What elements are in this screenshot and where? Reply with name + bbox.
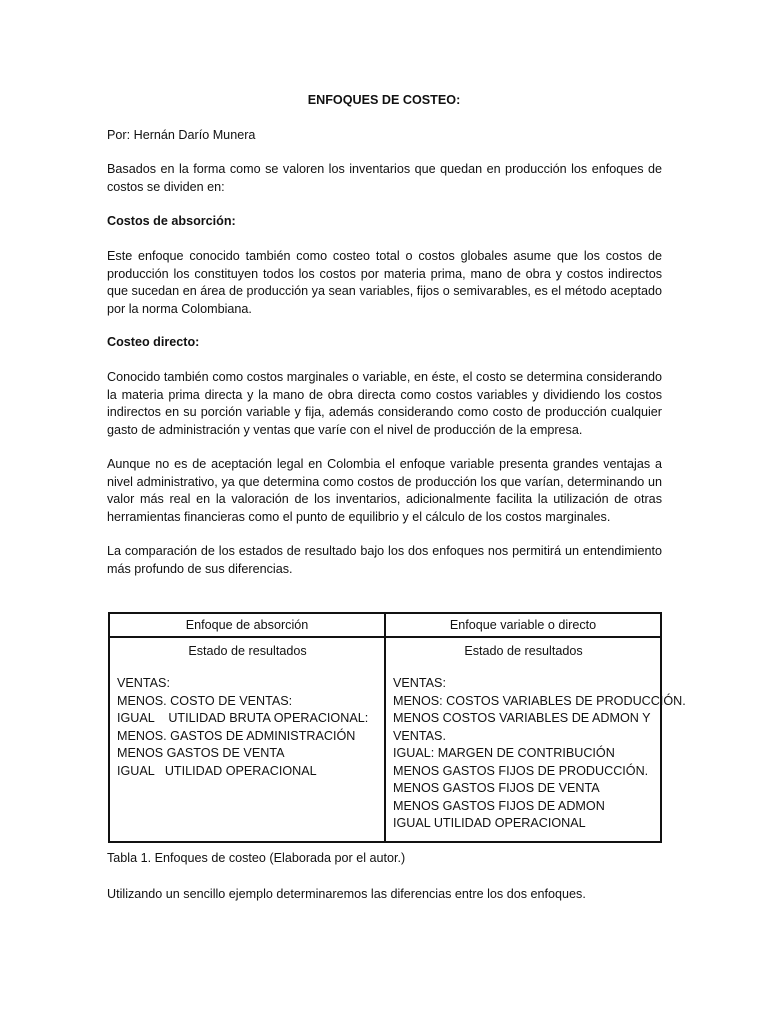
lines-absorcion (117, 675, 378, 780)
heading-directo: Costeo directo: (107, 335, 200, 349)
absorcion-line: MENOS. GASTOS DE ADMINISTRACIÓN (117, 728, 356, 743)
table-caption: Tabla 1. Enfoques de costeo (Elaborada por el autor.) (107, 851, 406, 865)
variable-line: MENOS GASTOS FIJOS DE PRODUCCIÓN. (393, 763, 649, 778)
paragraph-directo-1: Conocido también como costos marginales o variable, en éste, el costo se determina considerando la materia prima directa y la mano de obra directa como costos variables y dividiendo los costos indirectos en su porción variable y fija, además considerando como costo de producción cualquier gasto de administración y ventas que varíe con el nivel de producción de la empresa. (107, 370, 662, 437)
variable-line: IGUAL UTILIDAD OPERACIONAL (393, 816, 586, 830)
table-body-row (109, 637, 661, 842)
document-title: ENFOQUES DE COSTEO: (307, 93, 461, 107)
intro-paragraph: Basados en la forma como se valoren los inventarios que quedan en producción los enfoques de costos se dividen en: (107, 162, 662, 194)
absorcion-line: IGUAL UTILIDAD OPERACIONAL (117, 763, 317, 778)
absorcion-line: IGUAL UTILIDAD BRUTA OPERACIONAL: (117, 711, 369, 725)
paragraph-comparacion: La comparación de los estados de resultado bajo los dos enfoques nos permitirá un entendimiento más profundo de sus diferencias. (107, 544, 662, 576)
closing-paragraph: Utilizando un sencillo ejemplo determinaremos las diferencias entre los dos enfoques. (107, 887, 586, 901)
cell-absorcion (109, 637, 385, 842)
absorcion-line: MENOS GASTOS DE VENTA (117, 746, 285, 760)
variable-line: VENTAS. (393, 728, 446, 743)
absorcion-line: VENTAS: (117, 676, 170, 690)
comparison-table (108, 612, 686, 843)
variable-line: MENOS: COSTOS VARIABLES DE PRODUCCIÓN. (393, 693, 686, 708)
table-header-row (109, 613, 661, 637)
variable-line: VENTAS: (393, 676, 446, 690)
variable-line: IGUAL: MARGEN DE CONTRIBUCIÓN (393, 746, 615, 760)
absorcion-line: MENOS. COSTO DE VENTAS: (117, 693, 293, 708)
cell-variable (385, 637, 686, 842)
header-variable: Enfoque variable o directo (385, 613, 661, 637)
variable-line: MENOS GASTOS FIJOS DE ADMON (393, 798, 605, 813)
subtitle-variable: Estado de resultados (464, 644, 583, 658)
subtitle-absorcion: Estado de resultados (188, 644, 307, 658)
heading-absorcion: Costos de absorción: (107, 214, 236, 228)
paragraph-directo-2: Aunque no es de aceptación legal en Colombia el enfoque variable presenta grandes ventajas a nivel administrativo, ya que determina como costos de producción los que varían, determinando un valor más real en la valoración de los inventarios, adicionalmente facilita la utilización de otras herramientas financieras como el punto de equilibrio y el cálculo de los costos marginales. (107, 457, 662, 524)
variable-line: MENOS GASTOS FIJOS DE VENTA (393, 781, 600, 795)
author-line: Por: Hernán Darío Munera (107, 128, 256, 142)
variable-line: MENOS COSTOS VARIABLES DE ADMON Y (393, 711, 651, 725)
header-absorcion: Enfoque de absorción (109, 613, 385, 637)
paragraph-absorcion: Este enfoque conocido también como costeo total o costos globales asume que los costos de producción los constituyen todos los costos por materia prima, mano de obra y costos indirectos que sucedan en área de producción ya sean variables, fijos o semivarables, es el método aceptado por la norma Colombiana. (107, 249, 662, 316)
lines-variable (393, 675, 686, 833)
